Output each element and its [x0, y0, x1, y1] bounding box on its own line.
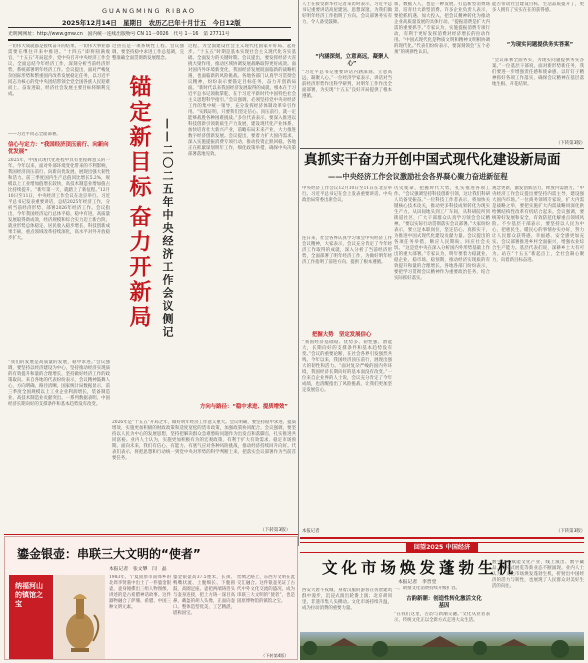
story3-col3: “在我们这里，古韵与新潮交融。”文化从业者表示，传统文化正以全新方式走进大众生活。	[394, 612, 490, 623]
lead-title-line1: 锚定新目标	[126, 75, 151, 200]
story4-col2: 鎏金银壶高37.5厘米，长颈、鸭嘴状流、上腹细长、下腹圆鼓，高圈足座。壶把两端铸兽头与壶身连接，把上方铸一深目高鼻、戴盔的胡人头像，正面向壶口。整体造型优美，工艺精湛，堪称国宝。	[173, 575, 235, 616]
lead-subhead-2: 方向与路径：“稳中求进、提质增效”	[200, 404, 288, 410]
museum-logo	[9, 575, 53, 659]
story3-col1: 西安大唐不夜城，身着汉服的游客在仿唐建筑群中漫步，沉浸式演出轮番上演；北京胡同里，非遗市集人头攒动。文化市场持续升温，成为拉动消费的重要力量。	[302, 588, 392, 611]
lead-subhead-1: 信心与定力：“我国经济顶压前行、向新向优发展”	[8, 142, 109, 155]
lead-jump-note: （下转第3版）	[260, 528, 291, 533]
story4-col3: 丝绸之路上，东西方文明在此交汇融合。这件银壶见证了古代中外文化交流的盛况，成为串联三大文明的“使者”，也是固原博物馆的镇馆之宝。	[237, 575, 295, 604]
right-top-col1: 人士在接受新华社记者采访时表示，习近平总书记重要讲话高屋建瓴、思想深邃，为我们做好明年经济工作指明了方向。会议部署务实有力，令人备受鼓舞。	[302, 2, 392, 25]
lead-body-col2: ——习近平同志全面部署。	[8, 132, 61, 137]
section-banner	[300, 542, 584, 553]
story3-col2: 二，助推文化消费持续升级扩容。	[394, 586, 460, 591]
story4-title: 鎏金银壶：串联三大文明的“使者”	[17, 547, 201, 561]
logo-text: 纳福河山的镇馆之宝	[15, 581, 43, 608]
story3-title: 文化市场焕发蓬勃生机	[322, 559, 518, 577]
masthead-pinyin: GUANGMING RIBAO	[102, 7, 196, 15]
story2-col3: “我国经济基础稳、优势多、韧性强、潜能大，长期向好的支撑条件和基本趋势没有变。”会议的重要论断，在社会各界引发强烈共鸣。今年以来，我国经济顶压前行，展现出强大的韧性和活力。“面对复杂严峻的国内外环境，我国经济长期向好的基本面没有改变。”一位来自企业界的人士说，会议充分肯定了今年成绩，也清醒指出了风险挑战，让我们更加坚定发展信心。	[302, 340, 392, 393]
story4-col1: 1983年，宁夏固原市南郊乡的北周李贤墓中出土了一件鎏金银壶，壶身锤揲出三组人物图像，讲述的是古希腊神话故事。这件器物融合了萨珊、希腊、中国三种文明元素。	[109, 575, 171, 610]
right-top-col3: 加，数据人人，也是一种发展，打造新型消费场景，培育壮大新型消费。许多企业负责人表示，要抢抓机遇、加大投入，把会议精神转化为推动企业高质量发展的具体行动。“提振消费是扩大内需的重要抓手。”专家认为，实施提振消费专项行动，有利于更好发挥消费对经济增长的拉动作用。“中国式现代化是物质文明和精神文明相协调的现代化。”代表们纷纷表示，要深刻领会“五个必须”的规律性认识。	[394, 2, 490, 55]
lead-body-col3: 2025年，中国式现代化进程中具有里程碑意义的一年。今年以来，面对外部环境变化带来的不利影响，我国经济顶压前行、向新向优发展，展现出强大韧性和活力。前三季度国内生产总值同比增长5.2%，规模以上工业增加值增长较快，高技术制造业增加值占比持续提升。“新年第一天，就踏上了新征程。”12月10日至11日，中央经济工作会议在北京举行。习近平总书记发表重要讲话，总结2025年经济工作，分析当前经济形势，部署2026年经济工作。会议指出，今年我国经济运行总体平稳、稳中有进，高质量发展取得新成效，经济规模和综合实力迈上新台阶。就业形势总体稳定，居民收入稳步增长，科技创新成果丰硕，重点领域改革持续深化，高水平对外开放稳步扩大。	[8, 158, 110, 241]
story2-col2: 连日来，社会各界认真学习领会中央经济工作会议精神，大家表示，会议充分肯定了今年经济工作取得的成就，深入分析了当前经济形势，全面部署了明年经济工作，为做好明年经济工作指明了前进方向、提供了根本遵循。	[302, 236, 392, 265]
masthead-info: 光明网网址：http://www.gmw.cn 国内统一连续出版物号 CN 11－0026 代号 1－16 第 27711号	[8, 32, 230, 37]
story4-byline: 本报记者 张文攀 闫 晶	[109, 567, 167, 572]
story2-col5: 观念更新，激发创新活力，释放内需潜力。“中央经济工作会议提出要坚持内需主导，建设强大国内市场。”一位商务领域专家说，扩大内需是战略之举，要把实施扩大内需战略同深化供给侧结构性改革有机结合起来。会议强调，要统筹好发展和安全，有效防范化解重点领域风险。不少基层干部表示，要坚持以人民为中心，把惠民生、暖民心的事情办实办好，努力让人民群众获得感、幸福感、安全感更加充实。会议部署推进乡村全面振兴，增强农业综合生产能力。基层代表们说，深耕乡土大有可为。站在“十五五”新起点上，全社会凝心聚力，向着新目标奋进。	[492, 186, 584, 263]
story2-jump: （下转第3版）	[556, 529, 586, 534]
lead-body-col1: 一切伟大成就都是接续奋斗的结果，一切伟大事业都需要在继往开来中推进。“十四五”即将圆满收官，“十五五”开局起步，党中央召开中央经济工作会议，全面总结今年经济工作，深刻分析当前经济形势，系统部署明年经济工作。会议提出，面对严峻复杂国际形势和繁重国内改革发展稳定任务，以习近平同志为核心的党中央团结带领全党全国各族人民迎难而上、奋发进取，经济社会发展主要目标将顺利完成。	[8, 44, 110, 97]
story2-col4: 历史使命，把握时代大势，扎实推进各项工作。“会议强调坚持科技创新引领，这让我们科研人员备受振奋。”一位科技工作者表示，将加快关键核心技术攻关，推动更多科技成果转化为现实生产力。从田间地头到工厂车间，从科研院所到街道社区，广大干部群众认真学习领会会议精神。“要以实际行动贯彻落实会议部署。”大家纷纷表示，要立足本职岗位，坚定信心、真抓实干，为推进中国式现代化建设贡献力量。会议提出的各项任务举措，顺应人民期盼、回应社会关切。“这是党中央在深入分析国内外形势基础上作出的重大部署。”专家认为，明年要着力稳就业、稳企业、稳市场、稳预期，推动经济实现质的有效提升和量的合理增长。各地各部门纷纷表示，要把学习贯彻会议精神作为重要政治任务，结合实际抓好落实。	[394, 186, 490, 281]
story2-subhead: 把握大势 坚定发展信心	[312, 332, 372, 338]
lead-body-col5: 过热点是一项系统性工程。会议强调，要坚持稳中求进工作总基调，完整准确全面贯彻新发展理念。	[112, 44, 184, 61]
lead-body-col7: 2026年是“十五五”开局之年，做好明年经济工作意义重大。会议明确，要坚持稳中求进、提质增效，实施更加积极的财政政策和适度宽松的货币政策，加强政策协同配合。会议强调，要坚持以人民为中心的发展思想，坚持把解决群众急难愁盼问题作为出发点和落脚点，扎实推进共同富裕。业内人士认为，实施更加积极有为的宏观政策，有利于扩大有效需求、稳定市场预期。面向未来，我们有信心、有能力、有底气应对各种风险挑战，推动经济持续回升向好。代表们表示，将把思想和行动统一到党中央对形势的科学判断上来，把落实会议部署作为当前首要任务。	[112, 420, 296, 461]
right-top-head-1: “内涵深刻，立意高远，凝聚人心”	[315, 54, 389, 67]
right-top-jump: （下转第3版）	[556, 141, 586, 146]
story2-col1: 中央经济工作会议12月10日至11日在北京举行。习近平总书记在会上发表重要讲话。中央政治局常委出席会议。	[302, 186, 392, 203]
right-top-col4: 能否带动社会建设目标，生活品质提升了，更多人拥有了实实在在的获得感。	[492, 2, 584, 13]
lead-body-col6: 过程，为全面建设社会主义现代化国家开好局、起好步。“十五五”时期是基本实现社会主义现代化夯实基础、全面发力的关键时期。会议提出，要发挥经济大省挑大梁作用，推动区域协调发展战略取得更好成效。面对国内外环境新变化，我国经济发展既面临新的战略机遇，也面临新的风险挑战。各地各部门认真学习贯彻会议精神，纷纷表示要锚定目标任务，奋力开创新局面。“新时代以来我国经济发展取得的成就，根本在于习近平总书记领航掌舵，在于习近平新时代中国特色社会主义思想科学指引。”会议强调，必须坚持党中央对经济工作的集中统一领导，充分发挥经济体制改革牵引作用。“实践证明，只要我们坚定信心、顶压前行，就一定能够战胜各种困难挑战。”多位代表表示，要深入推进以科技创新引领新质生产力发展，建设现代化产业体系，加快培育壮大新兴产业，前瞻布局未来产业，大力推进数字经济创新发展。会议提出，要着力扩大国内需求，深入实施提振消费专项行动，推动投资止跌回稳。各地正在抓紧谋划明年工作，细化政策举措，确保中央决策部署落地见效。	[188, 44, 296, 157]
right-top-col5: “会议部署全面务实，为现实问题提供务实答案。”一位基层干部说，面对新形势新任务，我们要进一步增强责任感和使命感，以钉钉子精神抓好各项工作落实，确保会议精神在基层落地生根、开花结果。	[492, 58, 584, 87]
story4-note: （下转第4版）	[261, 653, 289, 658]
scenic-photo	[300, 632, 584, 660]
story3-subhead: 古韵新潮：创造性转化激活文化基因	[406, 596, 482, 609]
ewer-photo	[55, 575, 105, 659]
lead-title-line2: 奋力开新局	[126, 205, 151, 330]
section-label: 回望2025 中国经济	[413, 544, 471, 551]
story2-subtitle: ——中央经济工作会议激励社会各界凝心聚力奋进新征程	[328, 172, 508, 181]
lead-subtitle: ——二〇二五年中央经济工作会议侧记	[161, 118, 174, 339]
story3-col4: 数字技术赋能文化产业，线上演出、数字藏品、沉浸式展览等新业态不断涌现。业内人士认为，文化市场焕发蓬勃生机，折射出中国经济的活力与韧性，也展现了人民群众对美好生活的向往。	[492, 560, 584, 589]
story2-byline: 本报记者	[302, 529, 320, 534]
story3-byline: 本报记者 李晋堂	[398, 580, 437, 585]
right-top-col2: “习近平总书记重要讲话内涵深刻、立意高远，凝聚人心。”一位经济学家表示，讲话对当前经济形势作出科学研判，对明年工作作出全面部署，为实现“十五五”良好开局提供了根本遵循。	[302, 70, 392, 99]
story4-box	[4, 536, 298, 660]
lead-body-col4: “我们的发展是高质量的发展，稳中求进。”会议强调，要坚持以经济建设为中心，坚持推动经济实现质的有效提升和量的合理增长，坚持做好经济工作的政策取向。来自各地的代表纷纷表示，会议精神鼓舞人心，方向明确、路径清晰。国家统计局数据显示，前三季度全国规模以上工业企业利润增长，装备制造业、高技术制造业贡献突出。一系列数据表明，中国经济长期向好的支撑条件和基本趋势没有改变。	[8, 360, 110, 407]
story2-title: 真抓实干奋力开创中国式现代化建设新局面	[304, 152, 561, 168]
masthead-date: 2025年12月14日 星期日 农历乙巳年十月廿五 今日12版	[62, 19, 241, 27]
right-top-head-2: “为现实问题提供务实答案”	[506, 42, 574, 48]
